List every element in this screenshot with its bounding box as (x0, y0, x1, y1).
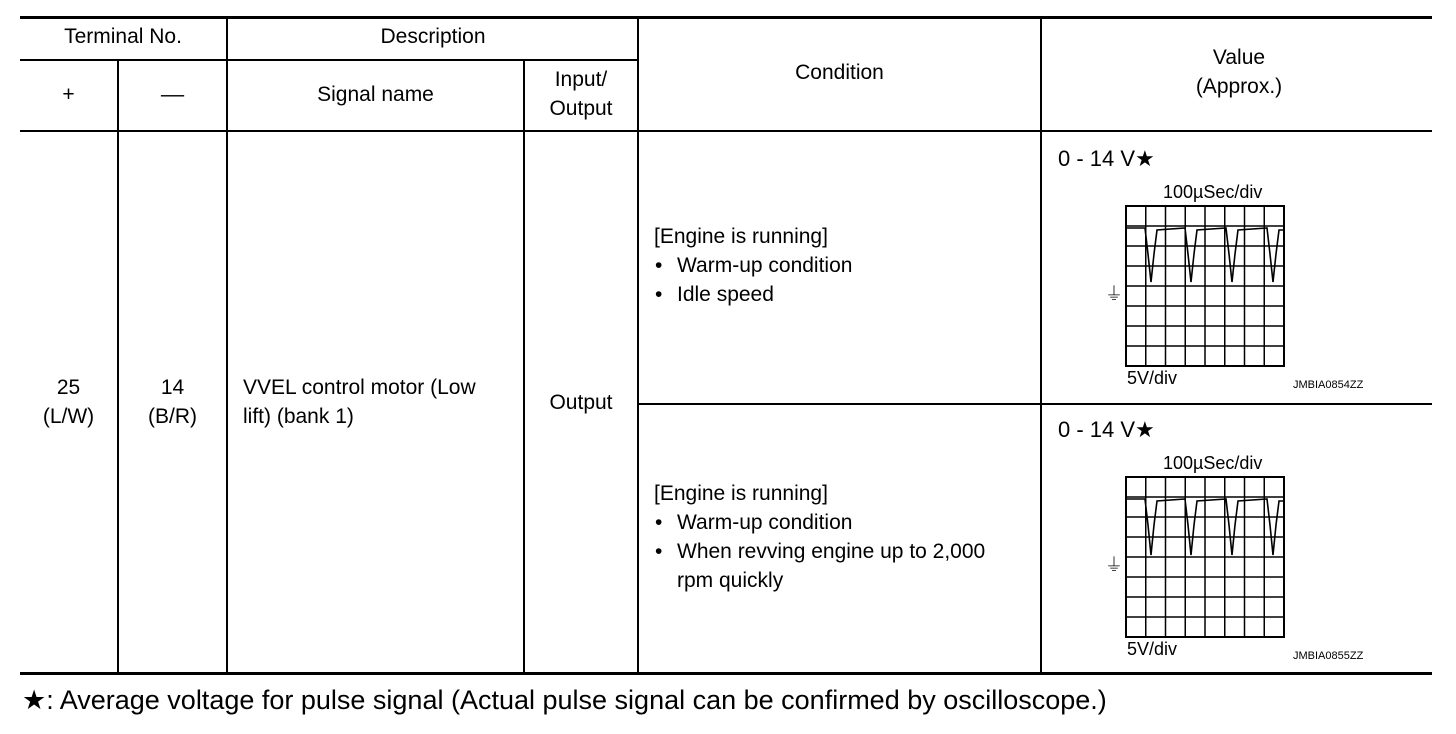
header-input-output-2: Output (549, 97, 613, 120)
scope-1-volt-div: 5V/div (1127, 368, 1178, 388)
header-bottom-line (20, 130, 1432, 132)
col-line-5 (1040, 16, 1042, 674)
value-1-voltage: 0 - 14 V★ (1058, 146, 1155, 171)
col-line-3 (523, 59, 525, 674)
terminal-minus-number: 14 (160, 376, 185, 399)
condition-2-bullet-2-cont: rpm quickly (677, 569, 784, 592)
terminal-minus-wire-color: (B/R) (148, 405, 197, 428)
header-plus: + (62, 83, 75, 106)
oscilloscope-2 (1100, 449, 1400, 667)
condition-split-line (638, 403, 1432, 405)
condition-1-bullet-1-glyph: • (655, 254, 663, 277)
scope-2-figure-id: JMBIA0855ZZ (1293, 650, 1364, 662)
header-value-1: Value (1212, 46, 1266, 69)
scope-2-volt-div: 5V/div (1127, 639, 1178, 659)
col-line-1 (117, 59, 119, 674)
oscilloscope-1 (1100, 178, 1400, 396)
header-condition: Condition (795, 61, 884, 84)
condition-2-bullet-1-glyph: • (655, 511, 663, 534)
terminal-plus-wire-color: (L/W) (42, 405, 95, 428)
scope-1-figure-id: JMBIA0854ZZ (1293, 379, 1364, 391)
header-terminal-no: Terminal No. (64, 25, 182, 48)
table-bottom-border (20, 672, 1432, 675)
io-direction: Output (549, 391, 613, 414)
header-description: Description (380, 25, 486, 48)
terminal-plus-number: 25 (56, 376, 81, 399)
table-top-border (20, 16, 1432, 19)
condition-2-bullet-2: When revving engine up to 2,000 (677, 540, 986, 563)
condition-2-bullet-2-glyph: • (655, 540, 663, 563)
col-line-4 (637, 16, 639, 674)
condition-2-heading: [Engine is running] (654, 482, 828, 505)
signal-name-line-1: VVEL control motor (Low (243, 376, 476, 399)
header-minus: –– (160, 83, 185, 106)
condition-1-bullet-2-glyph: • (655, 283, 663, 306)
value-2-voltage: 0 - 14 V★ (1058, 417, 1155, 442)
condition-2-bullet-1: Warm-up condition (677, 511, 853, 534)
col-line-2 (226, 16, 228, 674)
scope-1-timebase: 100µSec/div (1163, 182, 1263, 202)
scope-1-ground-icon: ⏚ (1105, 284, 1123, 304)
header-value-2: (Approx.) (1195, 75, 1283, 98)
condition-1-heading: [Engine is running] (654, 225, 828, 248)
scope-2-ground-icon: ⏚ (1105, 555, 1123, 575)
condition-1-bullet-2: Idle speed (677, 283, 774, 306)
header-input-output-1: Input/ (554, 68, 608, 91)
header-mid-line (20, 59, 638, 61)
signal-name-line-2: lift) (bank 1) (243, 405, 354, 428)
header-signal-name: Signal name (317, 83, 434, 106)
condition-1-bullet-1: Warm-up condition (677, 254, 853, 277)
footnote: ★: Average voltage for pulse signal (Actual pulse signal can be confirmed by oscilloscope.) (22, 685, 1107, 715)
scope-2-timebase: 100µSec/div (1163, 453, 1263, 473)
